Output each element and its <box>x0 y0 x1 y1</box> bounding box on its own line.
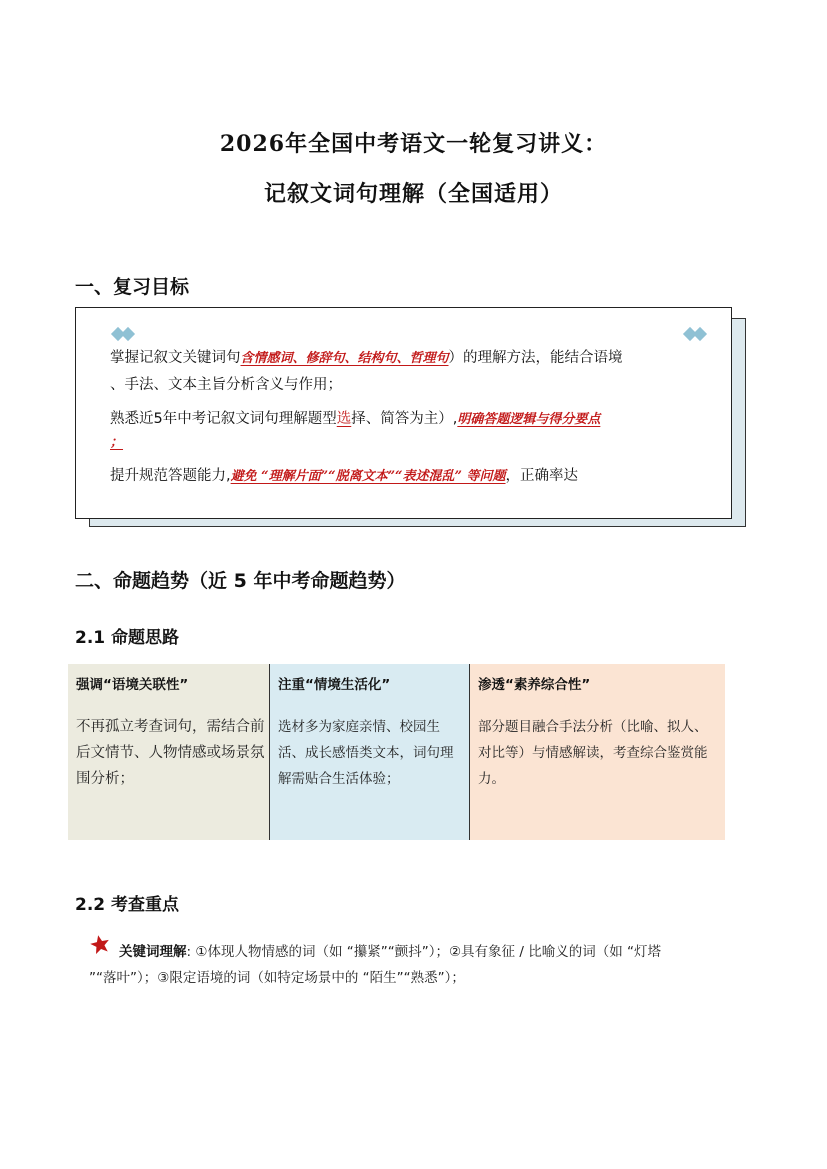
trend-column-header: 注重“情境生活化” <box>278 677 391 693</box>
subsection-heading-focus: 2.2 考查重点 <box>75 895 180 915</box>
trend-column-1 <box>68 664 270 840</box>
trend-column-3 <box>470 664 725 840</box>
section-heading-goals: 一、复习目标 <box>75 276 190 298</box>
keypoint-line-1 <box>119 940 661 960</box>
diamond-right-icon <box>693 327 707 341</box>
keypoint-text: : ①体现人物情感的词（如 “攥紧”“颤抖”）；②具有象征 / 比喻义的词（如 “灯塔 <box>186 944 661 960</box>
keypoint-line-2: ”“落叶”）；③限定语境的词（如特定场景中的 “陌生”“熟悉”）； <box>89 970 465 986</box>
document-title-line1: 2026年全国中考语文一轮复习讲义： <box>219 131 608 157</box>
section-heading-trends: 二、命题趋势（近 5 年中考命题趋势） <box>75 570 406 592</box>
trend-column-body: 不再孤立考查词句，需结合前后文情节、人物情感或场景氛围分析； <box>76 719 265 787</box>
goal-text: 择、简答为主）, <box>351 411 458 427</box>
goal-text: 熟悉近5年中考记叙文词句理解题型 <box>110 411 337 427</box>
keypoint-label: 关键词理解 <box>119 944 187 960</box>
trend-column-header: 强调“语境关联性” <box>76 677 189 693</box>
goal-text: ）的理解方法，能结合语境 <box>448 350 623 366</box>
subsection-heading-approach: 2.1 命题思路 <box>75 628 180 648</box>
trend-column-2 <box>270 664 470 840</box>
goal-item-2 <box>110 407 600 428</box>
goal-emphasis: 选 <box>336 411 352 427</box>
goal-text: ，正确率达 <box>505 468 579 484</box>
trend-column-body: 部分题目融合手法分析（比喻、拟人、对比等）与情感解读，考查综合鉴赏能力。 <box>478 719 708 787</box>
goal-emphasis: 避免 “理解片面”“脱离文本”“表述混乱” 等问题 <box>230 469 506 484</box>
red-star-icon <box>89 934 111 954</box>
goal-item-3 <box>110 464 578 485</box>
document-title-line2: 记叙文词句理解（全国适用） <box>263 181 563 207</box>
trend-column-body: 选材多为家庭亲情、校园生活、成长感悟类文本，词句理解需贴合生活体验； <box>278 719 454 787</box>
goal-emphasis: 含情感词、修辞句、结构句、哲理句 <box>240 351 449 366</box>
goal-text: 掌握记叙文关键词句 <box>110 350 241 366</box>
goal-item-1 <box>110 346 623 367</box>
goal-item-1-cont: 、手法、文本主旨分析含义与作用； <box>110 377 342 393</box>
goal-emphasis: 明确答题逻辑与得分要点 <box>457 412 601 427</box>
goal-text: 提升规范答题能力, <box>110 468 231 484</box>
diamond-left-icon <box>121 327 135 341</box>
trend-column-header: 渗透“素养综合性” <box>478 677 591 693</box>
goal-item-2-cont <box>110 431 123 450</box>
goal-box <box>75 307 732 519</box>
goal-emphasis: ； <box>110 435 124 450</box>
